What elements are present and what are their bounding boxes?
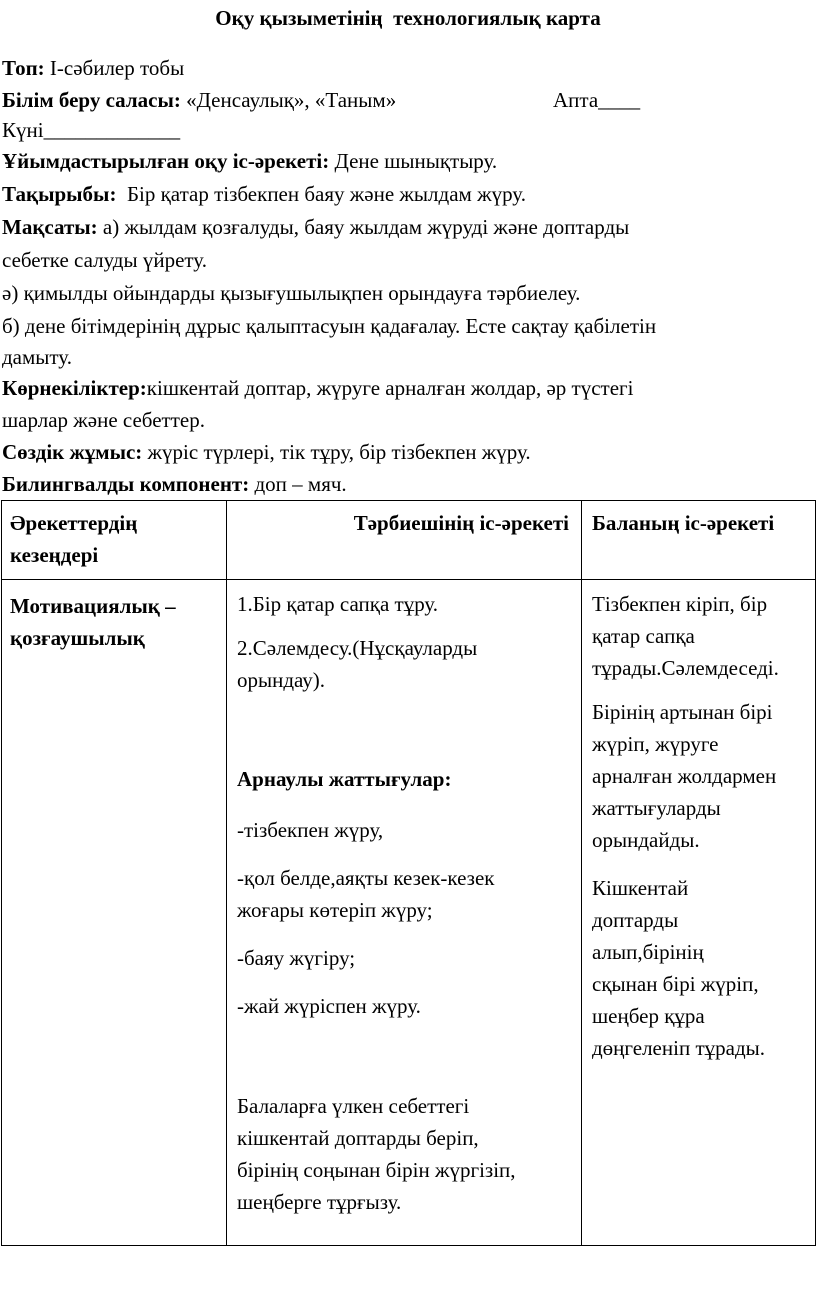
header-stages: [2, 501, 227, 580]
exercise-1: -тізбекпен жүру,: [237, 818, 384, 842]
vocab-value: жүріс түрлері, тік тұру, бір тізбекпен жүру.: [147, 440, 531, 464]
teacher-step2: 2.Сәлемдесу.(Нұсқауларды: [237, 636, 478, 660]
stage-line1: Мотивациялық –: [10, 594, 176, 618]
header-stages-line2: кезеңдері: [10, 543, 99, 567]
header-teacher: [227, 501, 582, 580]
field-label: Білім беру саласы:: [2, 88, 181, 112]
table-row: [2, 580, 816, 1246]
topic-label: Тақырыбы:: [2, 182, 117, 206]
final-line2: кішкентай доптарды беріп,: [237, 1126, 479, 1150]
field-line: [2, 86, 396, 114]
child-b1: Бірінің артынан бірі: [592, 700, 773, 724]
table-header-row: [2, 501, 816, 580]
goal-label: Мақсаты:: [2, 215, 98, 239]
topic-line: [2, 180, 526, 208]
activity-table: [1, 500, 816, 1246]
child-a3: тұрады.Сәлемдеседі.: [592, 656, 779, 680]
goal-line: [2, 213, 629, 241]
child-cell: [582, 580, 816, 1246]
child-b5: орындайды.: [592, 828, 700, 852]
exercise-2-cont: жоғары көтеріп жүру;: [237, 898, 433, 922]
exercise-3: -баяу жүгіру;: [237, 946, 356, 970]
group-value: І-сәбилер тобы: [49, 56, 185, 80]
vocab-label: Сөздік жұмыс:: [2, 440, 143, 464]
goal-a-line1: а) жылдам қозғалуды, баяу жылдам жүруді және доптарды: [102, 215, 630, 239]
topic-value: Бір қатар тізбекпен баяу және жылдам жүру.: [126, 182, 526, 206]
exercise-2: -қол белде,аяқты кезек-кезек: [237, 866, 495, 890]
child-a2: қатар сапқа: [592, 624, 695, 648]
child-c5: шеңбер құра: [592, 1004, 705, 1028]
activity-line: [2, 147, 497, 175]
child-a1: Тізбекпен кіріп, бір: [592, 592, 768, 616]
child-c1: Кішкентай: [592, 876, 689, 900]
bilingual-line: [2, 470, 347, 498]
day-field: Күні_____________: [2, 118, 181, 142]
goal-c-line2: дамыту.: [2, 345, 72, 369]
child-b4: жаттығуларды: [592, 796, 721, 820]
child-c2: доптарды: [592, 908, 679, 932]
visuals-value: кішкентай доптар, жүруге арналған жолдар, әр түстегі: [146, 376, 634, 400]
special-exercises-heading: Арнаулы жаттығулар:: [237, 767, 452, 791]
goal-c-line1: б) дене бітімдерінің дұрыс қалыптасуын қадағалау. Есте сақтау қабілетін: [2, 314, 657, 338]
stage-line2: қозғаушылық: [10, 626, 145, 650]
bilingual-label: Билингвалды компонент:: [2, 472, 250, 496]
document-title: Оқу қызыметінің технологиялық карта: [215, 6, 601, 30]
child-b2: жүріп, жүруге: [592, 732, 719, 756]
bilingual-value: доп – мяч.: [254, 472, 347, 496]
stage-cell: [2, 580, 227, 1246]
teacher-cell: [227, 580, 582, 1246]
final-line3: бірінің соңынан бірін жүргізіп,: [237, 1158, 516, 1182]
final-line4: шеңберге тұрғызу.: [237, 1190, 402, 1214]
visuals-line2: шарлар және себеттер.: [2, 408, 205, 432]
final-line1: Балаларға үлкен себеттегі: [237, 1094, 470, 1118]
group-label: Топ:: [2, 56, 45, 80]
visuals-label: Көрнекіліктер:: [2, 376, 147, 400]
activity-value: Дене шынықтыру.: [334, 149, 498, 173]
goal-a-line2: себетке салуды үйрету.: [2, 248, 207, 272]
child-b3: арналған жолдармен: [592, 764, 777, 788]
header-child-label: Баланың іс-әрекеті: [592, 511, 775, 535]
child-c4: сқынан бірі жүріп,: [592, 972, 759, 996]
header-stages-line1: Әрекеттердің: [10, 511, 138, 535]
field-value: «Денсаулық», «Таным»: [186, 88, 397, 112]
teacher-step1: 1.Бір қатар сапқа тұру.: [237, 592, 439, 616]
goal-b: ә) қимылды ойындарды қызығушылықпен орындауға тәрбиелеу.: [2, 281, 581, 305]
week-field: Апта____: [553, 88, 641, 112]
teacher-step2-cont: орындау).: [237, 668, 326, 692]
group-line: [2, 54, 184, 82]
activity-label: Ұйымдастырылған оқу іс-әрекеті:: [2, 149, 330, 173]
child-c6: дөңгеленіп тұрады.: [592, 1036, 765, 1060]
child-c3: алып,бірінің: [592, 940, 704, 964]
vocab-line: [2, 438, 531, 466]
header-child: [582, 501, 816, 580]
exercise-4: -жай жүріспен жүру.: [237, 994, 421, 1018]
visuals-line: [2, 374, 633, 402]
header-teacher-label: Тәрбиешінің іс-әрекеті: [353, 511, 569, 535]
